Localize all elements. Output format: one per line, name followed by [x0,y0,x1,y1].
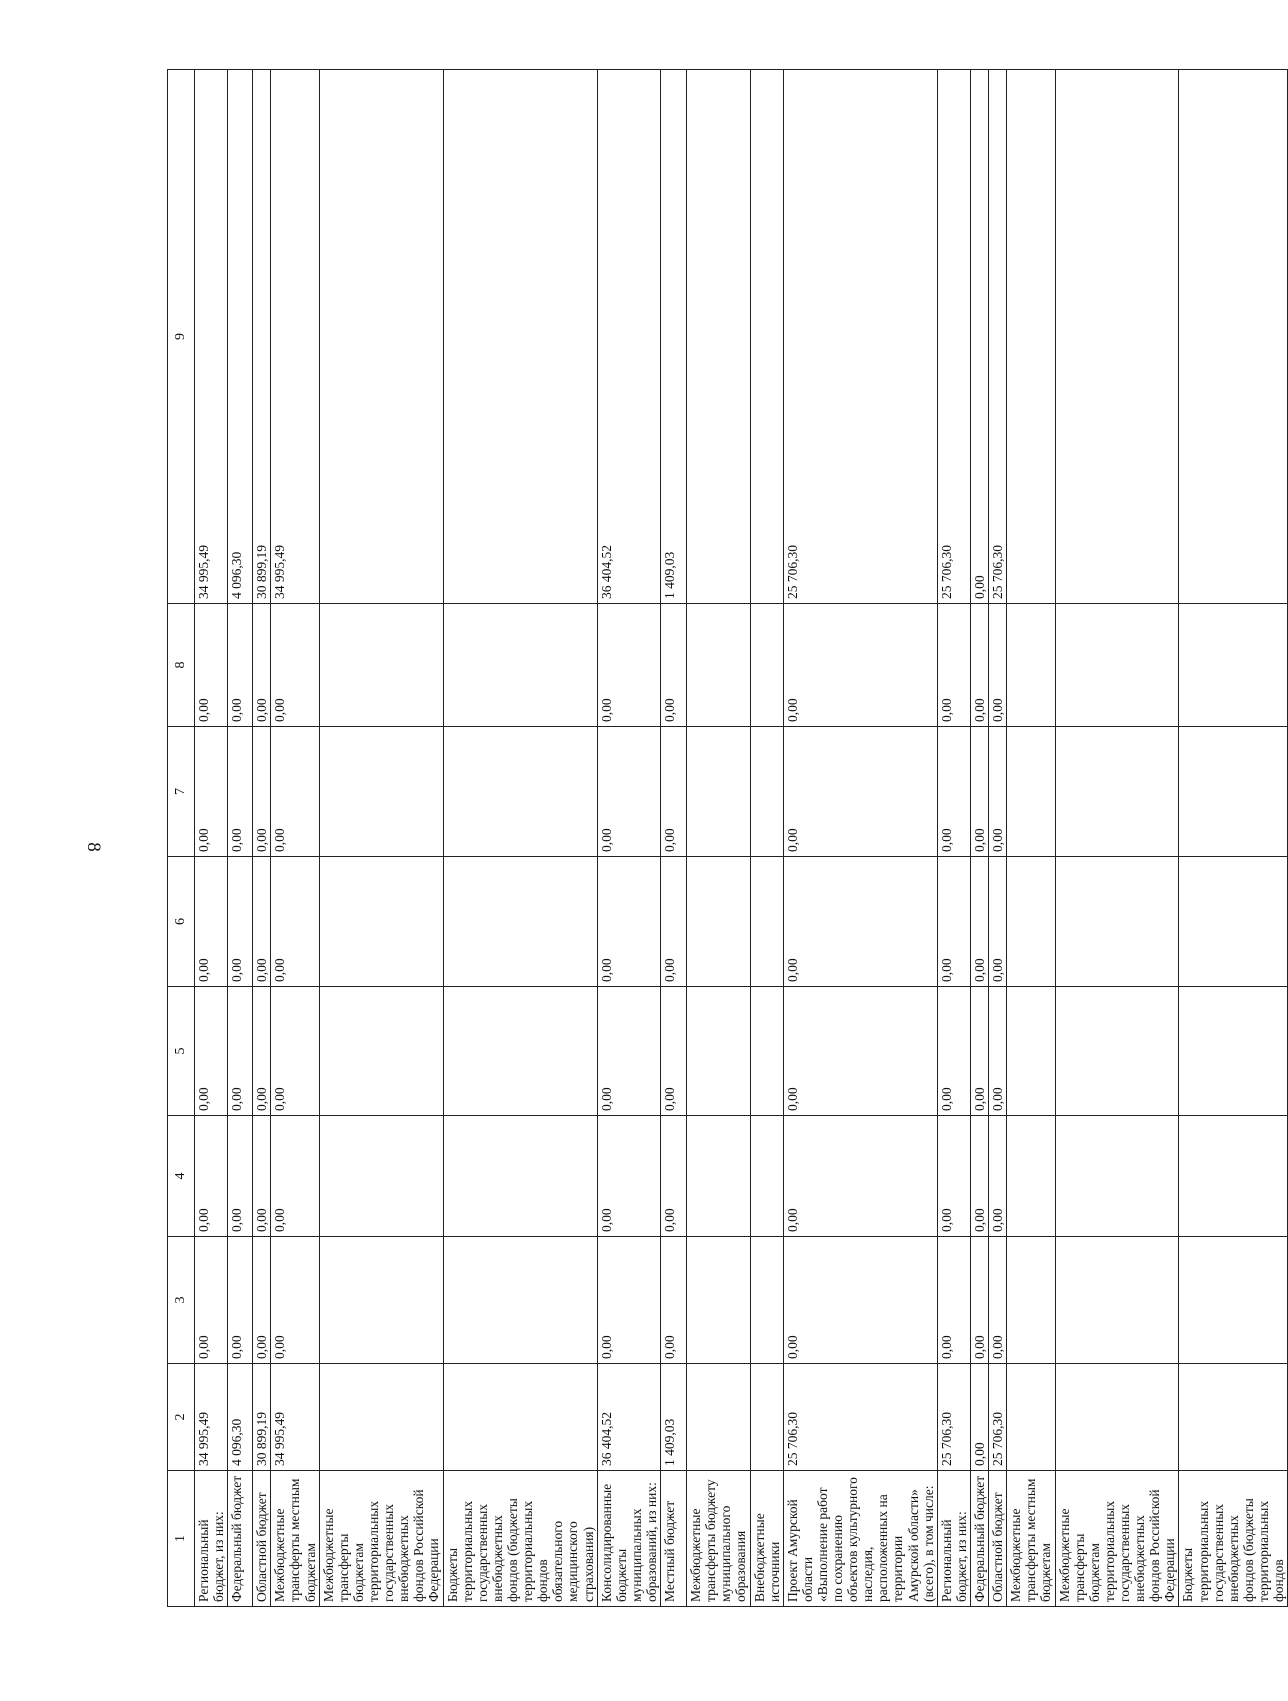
cell-col-3: 0,00 [271,1237,319,1364]
cell-col-8: 0,00 [597,604,660,727]
cell-col-7: 0,00 [195,727,228,857]
cell-col-7: 0,00 [989,727,1007,857]
cell-col-5: 0,00 [937,987,970,1116]
cell-col-3 [1055,1237,1179,1364]
cell-col-5: 0,00 [195,987,228,1116]
cell-col-5: 0,00 [228,987,253,1116]
cell-col-7: 0,00 [228,727,253,857]
table-row [253,70,271,1607]
cell-col-8: 0,00 [971,604,989,727]
cell-col-9 [1055,70,1179,604]
table-row [661,70,687,1607]
cell-col-4: 0,00 [971,1116,989,1237]
cell-col-3: 0,00 [597,1237,660,1364]
cell-col-9 [319,70,443,604]
row-label: Региональный бюджет, из них: [195,1471,228,1607]
cell-col-8: 0,00 [228,604,253,727]
cell-col-6: 0,00 [195,857,228,987]
row-label: Внебюджетные источники [750,1471,783,1607]
column-header-7: 7 [168,727,195,857]
cell-col-2: 25 706,30 [783,1364,937,1471]
cell-col-3: 0,00 [971,1237,989,1364]
cell-col-4 [443,1116,597,1237]
cell-col-9 [1179,70,1288,604]
column-header-2: 2 [168,1364,195,1471]
cell-col-6: 0,00 [597,857,660,987]
cell-col-8 [443,604,597,727]
cell-col-4 [1007,1116,1055,1237]
cell-col-2 [750,1364,783,1471]
cell-col-3 [319,1237,443,1364]
cell-col-5: 0,00 [783,987,937,1116]
cell-col-2 [1007,1364,1055,1471]
cell-col-5 [687,987,750,1116]
cell-col-8 [1179,604,1288,727]
cell-col-5 [750,987,783,1116]
column-header-3: 3 [168,1237,195,1364]
column-header-9: 9 [168,70,195,604]
cell-col-2 [1179,1364,1288,1471]
page-number: 8 [82,842,104,852]
table-row [195,70,228,1607]
table-row [687,70,750,1607]
table-header-row [168,70,195,1607]
cell-col-9 [750,70,783,604]
table-body [195,70,1288,1607]
cell-col-9: 4 096,30 [228,70,253,604]
column-header-8: 8 [168,604,195,727]
column-header-4: 4 [168,1116,195,1237]
column-header-6: 6 [168,857,195,987]
cell-col-7 [443,727,597,857]
table-row [783,70,937,1607]
cell-col-3 [1179,1237,1288,1364]
cell-col-7: 0,00 [597,727,660,857]
cell-col-8 [319,604,443,727]
cell-col-7: 0,00 [783,727,937,857]
table-row [1055,70,1179,1607]
cell-col-6 [750,857,783,987]
table-row [1007,70,1055,1607]
cell-col-6: 0,00 [253,857,271,987]
cell-col-7 [750,727,783,857]
cell-col-7: 0,00 [253,727,271,857]
cell-col-8: 0,00 [937,604,970,727]
cell-col-9: 25 706,30 [989,70,1007,604]
cell-col-3 [687,1237,750,1364]
cell-col-4: 0,00 [783,1116,937,1237]
cell-col-8: 0,00 [253,604,271,727]
cell-col-6 [319,857,443,987]
cell-col-4: 0,00 [989,1116,1007,1237]
cell-col-2: 25 706,30 [989,1364,1007,1471]
cell-col-8: 0,00 [195,604,228,727]
cell-col-4: 0,00 [271,1116,319,1237]
cell-col-5 [1055,987,1179,1116]
cell-col-4: 0,00 [597,1116,660,1237]
table-row [271,70,319,1607]
column-header-5: 5 [168,987,195,1116]
cell-col-6: 0,00 [271,857,319,987]
table-row [971,70,989,1607]
cell-col-8 [1055,604,1179,727]
cell-col-5: 0,00 [597,987,660,1116]
cell-col-2: 36 404,52 [597,1364,660,1471]
cell-col-7 [1007,727,1055,857]
cell-col-8: 0,00 [271,604,319,727]
cell-col-6: 0,00 [971,857,989,987]
cell-col-7 [1179,727,1288,857]
budget-table-container [167,70,1287,1607]
cell-col-4 [687,1116,750,1237]
cell-col-2: 25 706,30 [937,1364,970,1471]
row-label: Межбюджетные трансферты бюджетам территориальных государственных внебюджетных фондов Российской Федерации [319,1471,443,1607]
cell-col-8: 0,00 [989,604,1007,727]
table-row [443,70,597,1607]
cell-col-9 [687,70,750,604]
row-label: Бюджеты территориальных государственных внебюджетных фондов (бюджеты территориальных фондов [1179,1471,1288,1607]
cell-col-4 [319,1116,443,1237]
cell-col-2: 4 096,30 [228,1364,253,1471]
cell-col-2: 34 995,49 [195,1364,228,1471]
budget-table [167,69,1288,1607]
cell-col-4 [1179,1116,1288,1237]
cell-col-9: 30 899,19 [253,70,271,604]
cell-col-3: 0,00 [937,1237,970,1364]
cell-col-3 [443,1237,597,1364]
cell-col-5: 0,00 [253,987,271,1116]
cell-col-2 [687,1364,750,1471]
row-label: Проект Амурской области «Выполнение работ по сохранению объектов культурного наследия, расположенных на территории Амурской области» (всего), в том числе: [783,1471,937,1607]
cell-col-9: 36 404,52 [597,70,660,604]
cell-col-4 [750,1116,783,1237]
cell-col-3: 0,00 [783,1237,937,1364]
cell-col-9: 25 706,30 [937,70,970,604]
cell-col-2 [319,1364,443,1471]
table-row [937,70,970,1607]
cell-col-9: 25 706,30 [783,70,937,604]
row-label: Межбюджетные трансферты местным бюджетам [271,1471,319,1607]
cell-col-3 [1007,1237,1055,1364]
row-label: Местный бюджет [661,1471,687,1607]
cell-col-4: 0,00 [253,1116,271,1237]
cell-col-4 [1055,1116,1179,1237]
cell-col-6: 0,00 [228,857,253,987]
cell-col-9 [443,70,597,604]
cell-col-4: 0,00 [195,1116,228,1237]
row-label: Межбюджетные трансферты бюджету муниципального образования [687,1471,750,1607]
cell-col-8 [750,604,783,727]
table-row [750,70,783,1607]
row-label: Федеральный бюджет [971,1471,989,1607]
cell-col-2: 1 409,03 [661,1364,687,1471]
cell-col-6 [1007,857,1055,987]
cell-col-5: 0,00 [661,987,687,1116]
cell-col-8: 0,00 [783,604,937,727]
cell-col-5 [1179,987,1288,1116]
table-row [989,70,1007,1607]
cell-col-7 [1055,727,1179,857]
cell-col-3: 0,00 [195,1237,228,1364]
row-label: Областной бюджет [253,1471,271,1607]
cell-col-9: 34 995,49 [195,70,228,604]
cell-col-3: 0,00 [989,1237,1007,1364]
row-label: Межбюджетные трансферты местным бюджетам [1007,1471,1055,1607]
cell-col-9: 1 409,03 [661,70,687,604]
cell-col-6 [1055,857,1179,987]
cell-col-7: 0,00 [971,727,989,857]
cell-col-7 [319,727,443,857]
cell-col-6 [1179,857,1288,987]
cell-col-6: 0,00 [937,857,970,987]
column-header-1: 1 [168,1471,195,1607]
row-label: Межбюджетные трансферты бюджетам территориальных государственных внебюджетных фондов Российской Федерации [1055,1471,1179,1607]
cell-col-4: 0,00 [937,1116,970,1237]
cell-col-2 [1055,1364,1179,1471]
cell-col-8 [1007,604,1055,727]
cell-col-8 [687,604,750,727]
cell-col-3: 0,00 [253,1237,271,1364]
cell-col-5 [443,987,597,1116]
cell-col-6: 0,00 [783,857,937,987]
cell-col-6: 0,00 [989,857,1007,987]
cell-col-9 [1007,70,1055,604]
cell-col-5: 0,00 [989,987,1007,1116]
table-row [1179,70,1288,1607]
cell-col-6: 0,00 [661,857,687,987]
cell-col-7: 0,00 [937,727,970,857]
cell-col-6 [687,857,750,987]
row-label: Бюджеты территориальных государственных внебюджетных фондов (бюджеты территориальных фондов обязательного медицинского страхования) [443,1471,597,1607]
cell-col-2: 0,00 [971,1364,989,1471]
cell-col-6 [443,857,597,987]
cell-col-3 [750,1237,783,1364]
cell-col-5: 0,00 [971,987,989,1116]
table-row [228,70,253,1607]
cell-col-8: 0,00 [661,604,687,727]
cell-col-3: 0,00 [228,1237,253,1364]
cell-col-5 [319,987,443,1116]
cell-col-7: 0,00 [661,727,687,857]
cell-col-4: 0,00 [661,1116,687,1237]
cell-col-5: 0,00 [271,987,319,1116]
cell-col-2: 34 995,49 [271,1364,319,1471]
row-label: Федеральный бюджет [228,1471,253,1607]
table-row [597,70,660,1607]
cell-col-9: 0,00 [971,70,989,604]
cell-col-7 [687,727,750,857]
row-label: Региональный бюджет, из них: [937,1471,970,1607]
row-label: Консолидированные бюджеты муниципальных образований, из них: [597,1471,660,1607]
cell-col-9: 34 995,49 [271,70,319,604]
cell-col-4: 0,00 [228,1116,253,1237]
cell-col-2: 30 899,19 [253,1364,271,1471]
table-row [319,70,443,1607]
row-label: Областной бюджет [989,1471,1007,1607]
cell-col-7: 0,00 [271,727,319,857]
cell-col-3: 0,00 [661,1237,687,1364]
cell-col-2 [443,1364,597,1471]
cell-col-5 [1007,987,1055,1116]
